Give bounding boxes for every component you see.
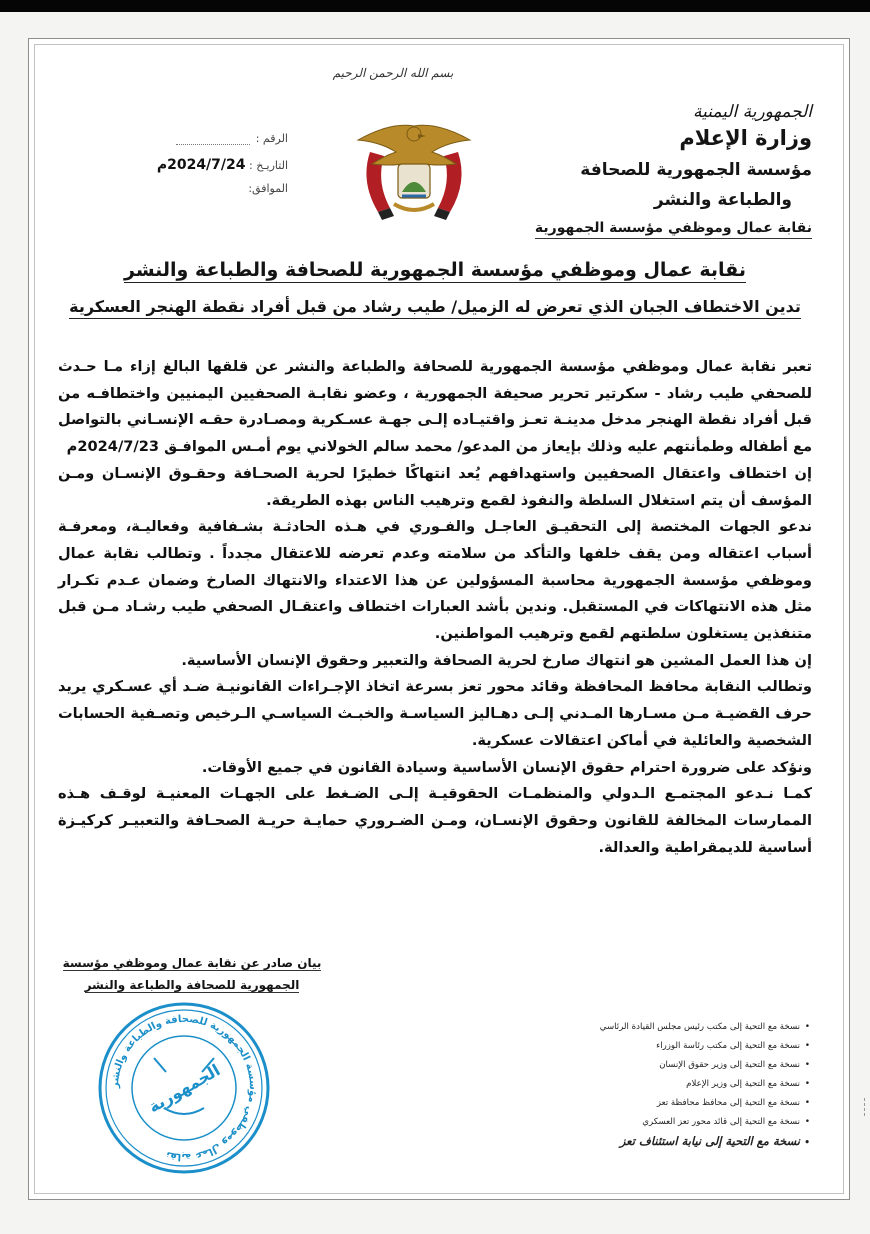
- ref-date-value: 2024/7/24م: [156, 157, 246, 173]
- letterhead: [512, 102, 812, 239]
- ref-number-row: [148, 132, 288, 157]
- cc-item-text: نسخة مع التحية إلى قائد محور تعز العسكري: [642, 1117, 800, 1127]
- cc-item-handwritten: •نسخة مع التحية إلى نيابة استئناف تعز: [619, 1134, 810, 1148]
- body-paragraph: ندعو الجهات المختصة إلى التحقيـق العاجـل والفـوري في هـذه الحادثـة بشـفافية وفعاليـة، ومعرفـة أسباب اعتقاله ومن يقف خلفها والتأكد من سلامته وعدم تعرضه للاعتقال مجدداً . وتطالب نقابة عمال وموظفي مؤسسة الجمهورية محاسبة المسؤولين عن هذا الاعتداء والانتهاك الصارخ وضمان عـدم تكـرار مثل هذه الانتهاكات في المستقبل. وندين بأشد العبارات اختطاف واعتقـال الصحفي طيب رشـاد مـن قبل متنفذين يستغلون سلطتهم لقمع وترهيب المواطنين.: [58, 518, 812, 643]
- cc-item-text: نسخة مع التحية إلى وزير الإعلام: [686, 1079, 800, 1089]
- yemen-eagle-emblem-icon: [350, 112, 478, 230]
- scan-edge-mark: [864, 1098, 867, 1116]
- issuer-signature-block: [62, 952, 322, 996]
- ref-number-blank: [176, 144, 250, 145]
- body-paragraph: ونؤكد على ضرورة احترام حقوق الإنسان الأساسية وسيادة القانون في جميع الأوقات.: [201, 758, 812, 776]
- ref-number-label: الرقم :: [255, 132, 288, 145]
- cc-item: •نسخة مع التحية إلى محافظ محافظة تعز: [656, 1098, 810, 1108]
- cc-item-text: نسخة مع التحية إلى نيابة استئناف تعز: [619, 1134, 800, 1148]
- issuer-line-1: بيان صادر عن نقابة عمال وموظفي مؤسسة: [62, 956, 322, 970]
- cc-item: •نسخة مع التحية إلى مكتب رئاسة الوزراء: [656, 1041, 810, 1051]
- statement-title-text: نقابة عمال وموظفي مؤسسة الجمهورية للصحافة والطباعة والنشر: [124, 259, 746, 281]
- cc-item: •نسخة مع التحية إلى قائد محور تعز العسكري: [642, 1117, 810, 1127]
- top-edge-bar: [0, 0, 870, 12]
- letterhead-printing: والطباعة والنشر: [653, 190, 792, 210]
- cc-item-text: نسخة مع التحية إلى وزير حقوق الإنسان: [659, 1060, 800, 1070]
- letterhead-foundation: مؤسسة الجمهورية للصحافة: [580, 160, 812, 180]
- body-paragraph: تعبر نقابة عمال وموظفي مؤسسة الجمهورية للصحافة والطباعة والنشر عن قلقها البالغ إزاء مـا حـدث للصحفي طيب رشاد - سكرتير تحرير صحيفة الجمهورية ، وعضو نقابـة الصحفيين اليمنيين واختطافـه من قبل أفراد نقطة الهنجر مدخل مدينـة تعـز واقتيـاده إلـى جهـة عسـكرية ومصـادرة حقـه الإنسـاني بالتواصل مع أطفاله وطمأنتهم عليه وذلك بإيعاز من المدعو/ محمد سالم الخولاني يوم أمـس الموافـق 2024/7/23م: [58, 358, 812, 456]
- ref-corresponding-label: الموافق:: [248, 182, 288, 195]
- cc-list: [490, 1018, 810, 1151]
- stamp-ring-text: نقابة عمال وموظفي مؤسسة الجمهورية للصحافة والطباعة والنشر: [109, 1013, 259, 1163]
- stamp-center-text: الجمهورية: [145, 1060, 224, 1117]
- cc-item: •نسخة مع التحية إلى وزير حقوق الإنسان: [659, 1060, 810, 1070]
- body-paragraph: وتطالب النقابة محافظ المحافظة وقائد محور تعز بسرعة اتخاذ الإجـراءات القانونيـة ضـد أي عسـكري يريد حرف القضيـة مـن مسـارها المـدني إلـى دهـاليز السياسـة والخبـث السياسـي الـرخيص وتصـفية الحسابات الشخصية والعائلية في أماكن اعتقالات عسكرية.: [58, 678, 812, 749]
- statement-subtitle-text: تدين الاختطاف الجبان الذي تعرض له الزميل/ طيب رشاد من قبل أفراد نقطة الهنجر العسكرية: [69, 297, 801, 319]
- basmala: بسم الله الرحمن الرحيم: [332, 66, 454, 80]
- ref-date-row: [148, 157, 288, 182]
- ref-corresponding-row: [148, 182, 288, 207]
- cc-item-text: نسخة مع التحية إلى محافظ محافظة تعز: [656, 1098, 800, 1108]
- cc-item-text: نسخة مع التحية إلى مكتب رئاسة الوزراء: [656, 1041, 800, 1051]
- statement-body: [58, 354, 812, 861]
- cc-item-text: نسخة مع التحية إلى مكتب رئيس مجلس القيادة الرئاسي: [599, 1022, 800, 1032]
- cc-item: •نسخة مع التحية إلى مكتب رئيس مجلس القيادة الرئاسي: [599, 1022, 810, 1032]
- reference-block: [148, 132, 288, 207]
- letterhead-ministry: وزارة الإعلام: [679, 126, 812, 150]
- statement-subtitle: [60, 297, 810, 316]
- statement-title: [60, 259, 810, 281]
- issuer-line-2: الجمهورية للصحافة والطباعة والنشر: [84, 978, 300, 992]
- union-stamp-icon: [94, 998, 274, 1178]
- letterhead-union: نقابة عمال وموظفي مؤسسة الجمهورية: [535, 220, 812, 239]
- body-paragraph: إن هذا العمل المشين هو انتهاك صارخ لحرية الصحافة والتعبير وحقوق الإنسان الأساسية.: [181, 651, 812, 669]
- letterhead-country: الجمهورية اليمنية: [692, 102, 812, 122]
- cc-item: •نسخة مع التحية إلى وزير الإعلام: [686, 1079, 810, 1089]
- body-paragraph: كمـا نـدعو المجتمـع الـدولي والمنظمـات الحقوقيـة إلـى الضـغط على الجهـات المعنيـة لوقـف هـذه الممارسات المخالفة للقانون وحقوق الإنسـان، ومـن الضـروري حمايـة حريـة الصحـافة والتعبيـر كركيـزة أساسية للديمقراطية والعدالة.: [58, 785, 812, 856]
- body-paragraph: إن اختطاف واعتقال الصحفيين واستهدافهم يُعد انتهاكًا خطيرًا لحرية الصحـافة وحقـوق الإنسـان ومـن المؤسف أن يتم استغلال السلطة والنفوذ لقمع وترهيب الناس بهذه الطريقة.: [58, 464, 812, 509]
- ref-date-label: التاريـخ :: [249, 159, 288, 172]
